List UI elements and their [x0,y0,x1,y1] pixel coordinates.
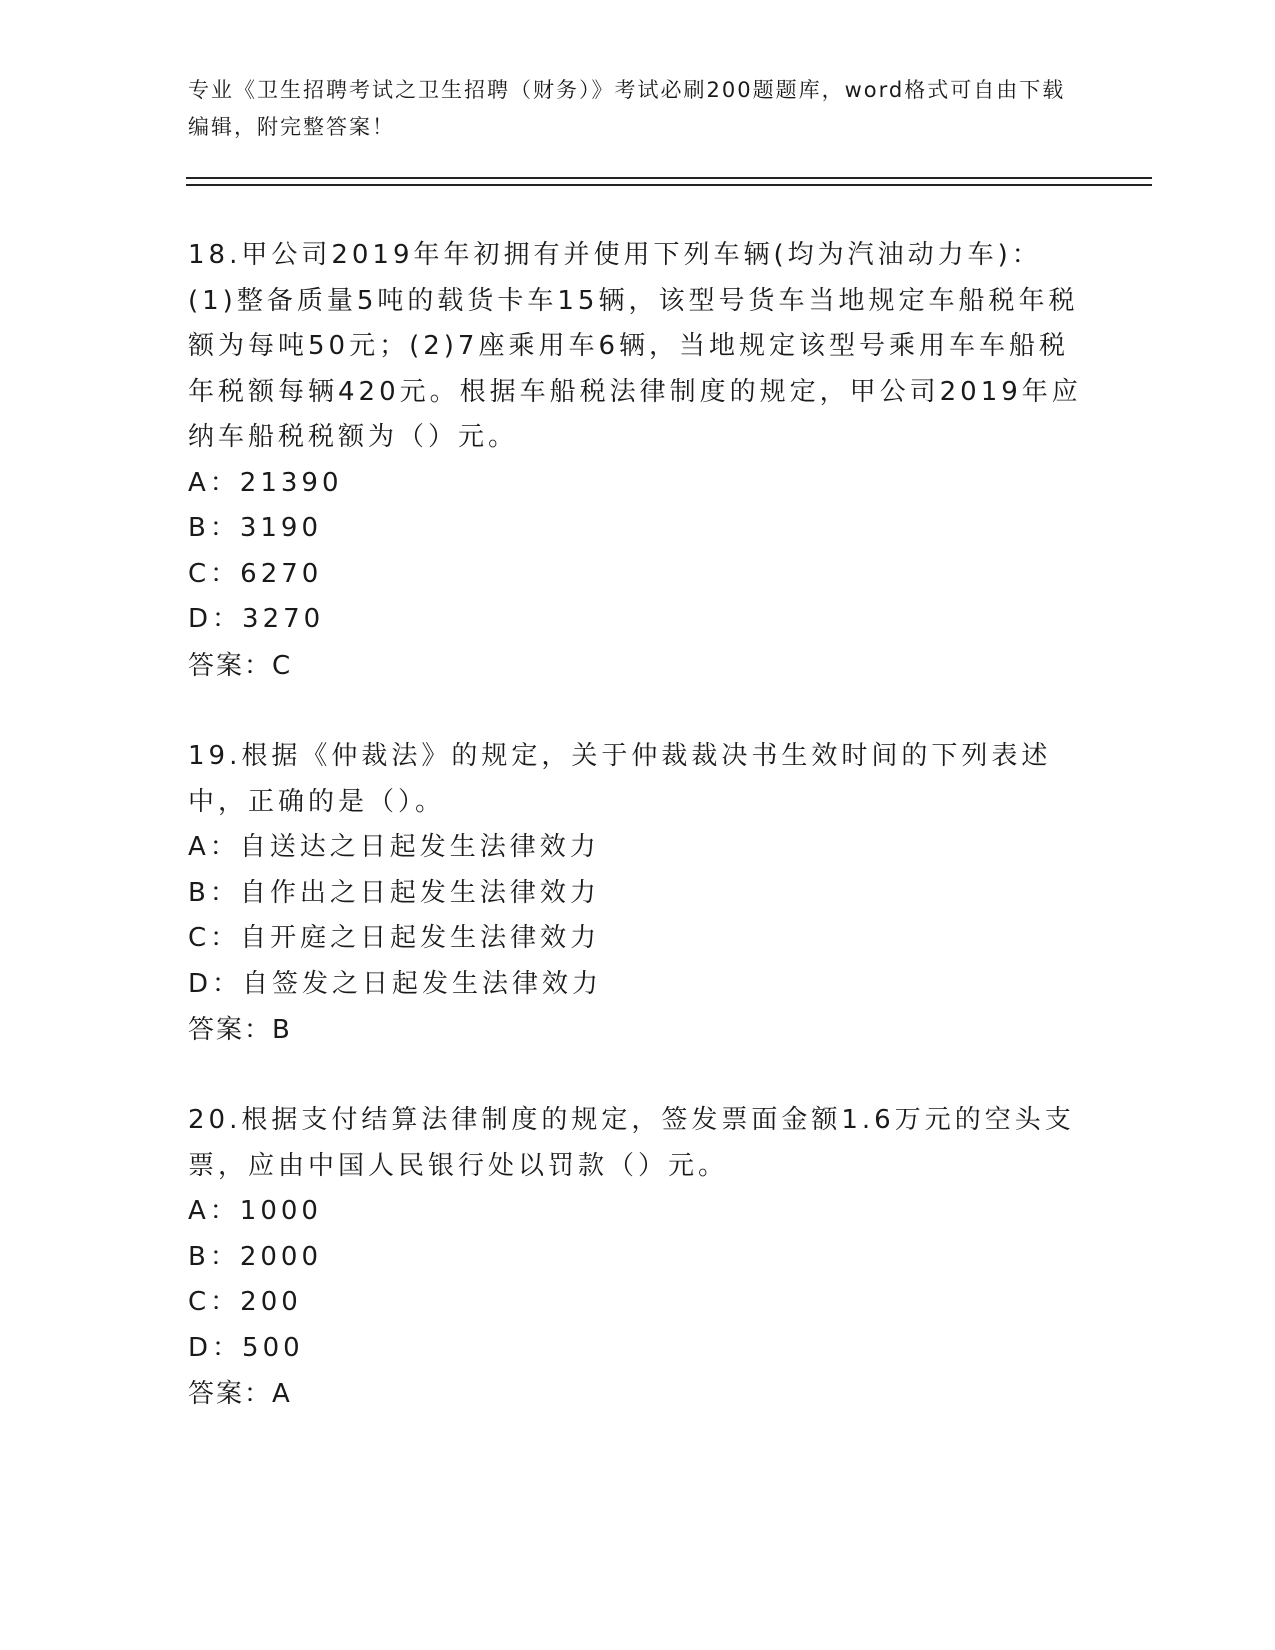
option-a: A：自送达之日起发生法律效力 [188,832,600,862]
question-20 [188,1098,1088,1417]
answer: 答案：C [188,650,293,681]
answer: 答案：A [188,1379,292,1409]
option-d: D：500 [188,1332,304,1363]
question-18 [188,233,1088,689]
option-a: A：21390 [188,467,343,498]
question-stem: 20.根据支付结算法律制度的规定，签发票面金额1.6万元的空头支票，应由中国人民银行处以罚款（）元。 [188,1105,1075,1181]
question-stem: 19.根据《仲裁法》的规定，关于仲裁裁决书生效时间的下列表述中，正确的是（）。 [188,741,1052,817]
option-c: C：6270 [188,558,323,589]
option-c: C：200 [188,1287,302,1317]
option-a: A：1000 [188,1196,322,1226]
option-c: C：自开庭之日起发生法律效力 [188,923,601,953]
option-d: D：自签发之日起发生法律效力 [188,968,603,999]
answer: 答案：B [188,1015,292,1045]
option-b: B：3190 [188,513,323,543]
document-header: 专业《卫生招聘考试之卫生招聘（财务）》考试必刷200题题库，word格式可自由下载编辑，附完整答案！ [188,78,1066,139]
header-rule-top [186,177,1152,179]
question-stem: 18.甲公司2019年年初拥有并使用下列车辆(均为汽油动力车)：(1)整备质量5吨的载货卡车15辆，该型号货车当地规定车船税年税额为每吨50元；(2)7座乘用车6辆，当地规定该型号乘用车车船税年税额每辆420元。根据车船税法律制度的规定，甲公司2019年应纳车船税税额为（）元。 [188,240,1082,452]
header-rule-bottom [186,184,1152,186]
option-b: B：2000 [188,1241,323,1272]
option-b: B：自作出之日起发生法律效力 [188,877,600,908]
option-d: D：3270 [188,604,325,634]
question-19 [188,734,1088,1053]
